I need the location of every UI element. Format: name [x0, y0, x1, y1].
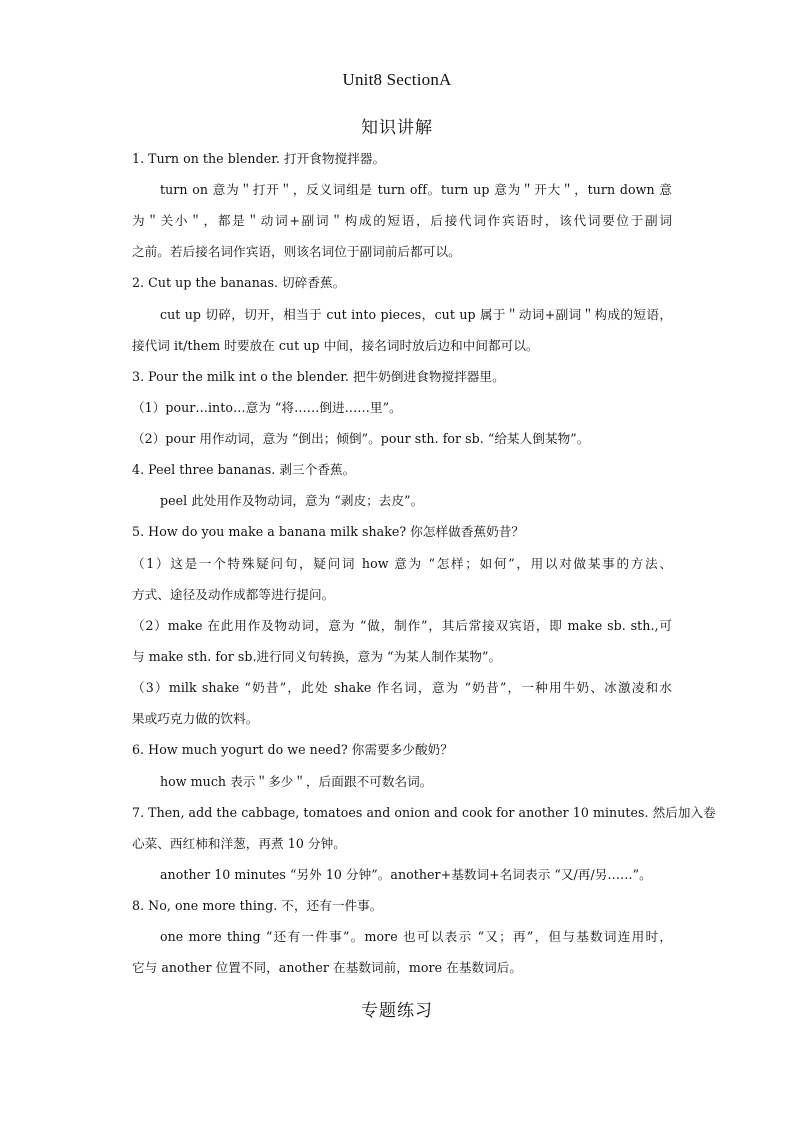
page-title: Unit8 SectionA: [342, 70, 452, 89]
item-3-title: 3. Pour the milk int o the blender. 把牛奶倒进食物搅拌器里。: [132, 369, 505, 384]
item-3-point-2: （2）pour 用作动词，意为 “倒出；倾倒”。pour sth. for sb. “给某人倒某物”。: [132, 431, 590, 446]
item-2-explanation-line: cut up 切碎，切开，相当于 cut into pieces，cut up 属于＂动词+副词＂构成的短语，: [160, 307, 672, 322]
item-4-explanation-line: peel 此处用作及物动词，意为 “剥皮；去皮”。: [160, 493, 424, 508]
item-4-title: 4. Peel three bananas. 剥三个香蕉。: [132, 462, 356, 477]
item-5-point-1-cont: 方式、途径及动作成都等进行提问。: [132, 587, 335, 602]
item-1-explanation-line: 之前。若后接名词作宾语，则该名词位于副词前后都可以。: [132, 244, 461, 259]
item-5-point-1: （1）这是一个特殊疑问句，疑问词 how 意为 “怎样；如何”，用以对做某事的方法、: [132, 556, 672, 571]
item-2-title: 2. Cut up the bananas. 切碎香蕉。: [132, 275, 346, 290]
item-8-explanation-line: one more thing “还有一件事”。more 也可以表示 “又；再”，但与基数词连用时，: [160, 929, 672, 944]
item-8-explanation-line: 它与 another 位置不同，another 在基数词前，more 在基数词后。: [132, 960, 523, 975]
item-1-explanation-line: turn on 意为＂打开＂，反义词组是 turn off。turn up 意为＂开大＂，turn down 意: [160, 182, 672, 197]
item-3-point-1: （1）pour…into…意为 “将……倒进……里”。: [132, 400, 402, 415]
item-5-point-3-cont: 果或巧克力做的饮料。: [132, 711, 259, 726]
section-heading-practice: 专题练习: [361, 1001, 433, 1021]
item-6-title: 6. How much yogurt do we need? 你需要多少酸奶？: [132, 742, 453, 757]
item-5-point-2-cont: 与 make sth. for sb.进行同义句转换，意为 “为某人制作某物”。: [132, 649, 502, 664]
item-6-explanation-line: how much 表示＂多少＂，后面跟不可数名词。: [160, 774, 433, 789]
section-heading-knowledge: 知识讲解: [361, 118, 433, 138]
item-7-explanation-line: another 10 minutes “另外 10 分钟”。another+基数词+名词表示 “又/再/另……”。: [160, 867, 652, 882]
item-7-title-cont: 心菜、西红柿和洋葱，再煮 10 分钟。: [132, 836, 346, 851]
item-5-point-2: （2）make 在此用作及物动词，意为 “做，制作”，其后常接双宾语，即 make sb. sth.,可: [132, 618, 672, 633]
item-1-explanation-line: 为＂关小＂，都是＂动词+副词＂构成的短语，后接代词作宾语时，该代词要位于副词: [132, 213, 672, 228]
item-2-explanation-line: 接代词 it/them 时要放在 cut up 中间，接名词时放后边和中间都可以。: [132, 338, 539, 353]
item-1-title: 1. Turn on the blender. 打开食物搅拌器。: [132, 151, 386, 166]
item-5-title: 5. How do you make a banana milk shake? 你怎样做香蕉奶昔？: [132, 524, 525, 539]
item-7-title: 7. Then, add the cabbage, tomatoes and onion and cook for another 10 minutes. 然后加入卷: [132, 805, 716, 820]
item-8-title: 8. No, one more thing. 不，还有一件事。: [132, 898, 383, 913]
item-5-point-3: （3）milk shake “奶昔”，此处 shake 作名词，意为 “奶昔”，一种用牛奶、冰激凌和水: [132, 680, 672, 695]
